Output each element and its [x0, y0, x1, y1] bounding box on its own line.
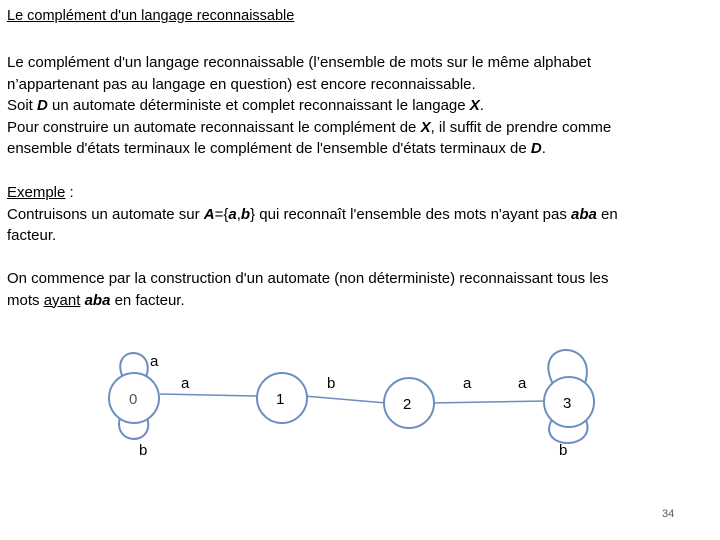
loop-0-top-label: a	[150, 353, 159, 370]
definition-line-4: Pour construire un automate reconnaissant le complément de X, il suffit de prendre comme	[7, 118, 612, 136]
state-2-label: 2	[403, 396, 412, 413]
transition-2-3-label: a	[463, 375, 472, 392]
definition-paragraph	[7, 52, 713, 160]
definition-line-1: Le complément d'un langage reconnaissable (l’ensemble de mots sur le même alphabet	[7, 54, 592, 71]
definition-line-3: Soit D un automate déterministe et complet reconnaissant le langage X.	[7, 97, 484, 114]
loop-3-top-label: a	[518, 375, 527, 392]
automaton-svg	[0, 340, 720, 480]
transition-2-3	[432, 401, 546, 403]
slide-number: 34	[662, 508, 675, 520]
loop-0-bottom-label: b	[139, 442, 148, 459]
transition-0-1-label: a	[181, 375, 190, 392]
example-line-2: Contruisons un automate sur A={a,b} qui reconnaît l'ensemble des mots n'ayant pas aba en	[7, 205, 618, 223]
state-0-label: 0	[129, 391, 138, 408]
transition-1-2	[304, 396, 386, 403]
definition-line-5: ensemble d'états terminaux le complément de l'ensemble d'états terminaux de D.	[7, 140, 546, 157]
construction-line-1: On commence par la construction d'un automate (non déterministe) reconnaissant tous les	[7, 270, 609, 287]
loop-3-bottom-label: b	[559, 442, 568, 459]
example-paragraph	[7, 182, 713, 247]
definition-line-2: n’appartenant pas au langage en question) est encore reconnaissable.	[7, 75, 476, 93]
state-3-label: 3	[563, 395, 572, 412]
automaton-diagram	[0, 340, 720, 480]
construction-line-2: mots ayant aba en facteur.	[7, 291, 185, 309]
example-label: Exemple	[7, 184, 66, 201]
transition-1-2-label: b	[327, 375, 336, 392]
transition-0-1	[160, 394, 258, 396]
slide-title: Le complément d'un langage reconnaissable	[7, 8, 295, 24]
example-heading: Exemple :	[7, 184, 74, 201]
state-1-label: 1	[276, 391, 285, 408]
example-line-3: facteur.	[7, 227, 57, 244]
construction-paragraph	[7, 268, 713, 311]
